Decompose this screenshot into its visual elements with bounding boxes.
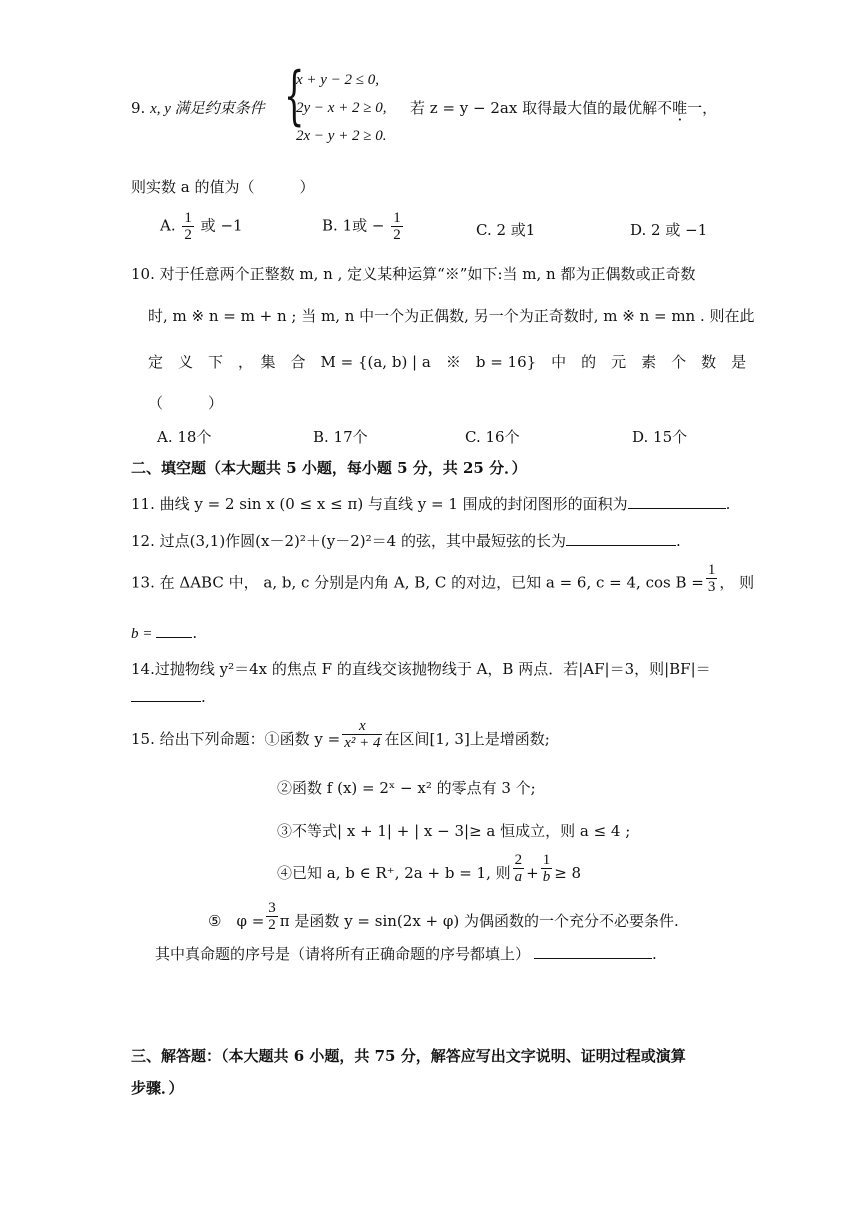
plus-sign: + [526, 864, 539, 882]
q15-line-1 [131, 717, 550, 751]
q12-period: . [675, 532, 681, 550]
fraction: $\frac{1}{2}$ [393, 210, 401, 243]
q9-option-b [322, 210, 405, 243]
q15-ask-text: 其中真命题的序号是（请将所有正确命题的序号都填上） [155, 945, 531, 963]
q10-line-2: 时, m ※ n = m + n ; 当 m, n 中一个为正偶数, 另一个为正奇数时, m ※ n = mn . 则在此 [148, 307, 755, 325]
q13-period: . [192, 624, 198, 642]
q10-option-d: D. 15个 [632, 428, 688, 446]
q9-lead: x, y 满足约束条件 [150, 101, 265, 117]
q10-option-b: B. 17个 [313, 428, 368, 446]
q11-text: 11. 曲线 y = 2 sin x (0 ≤ x ≤ π) 与直线 y = 1 围成的封闭图形的面积为 [131, 495, 628, 513]
q11 [131, 494, 730, 514]
q9-cond-text: 若 z = y − 2ax 取得最大值的最优解 [410, 99, 658, 117]
q9-cond-tail: ， [702, 99, 718, 117]
q9-brace: { [284, 59, 305, 133]
q10-line-1: 10. 对于任意两个正整数 m, n , 定义某种运算“※”如下:当 m, n 都为正偶数或正奇数 [131, 265, 696, 283]
q9-constraint-1: x + y − 2 ≤ 0, [296, 72, 380, 88]
fraction: $\frac{3}{2}$ [268, 899, 276, 933]
answer-blank[interactable] [628, 494, 726, 509]
q15-proposition-4 [277, 851, 582, 885]
answer-blank[interactable] [131, 687, 201, 702]
option-text: 2 或 −1 [651, 221, 708, 239]
q14-period: . [201, 688, 206, 706]
option-text: 2 或1 [496, 221, 536, 239]
q15-lead-post: 在区间[1, 3]上是增函数; [384, 730, 550, 748]
q9-number-lead [131, 98, 265, 119]
q9-option-c [476, 219, 535, 240]
q10-option-a: A. 18个 [157, 428, 212, 446]
fraction: $\frac{x}{\text{x² + 4}}$ [344, 717, 381, 751]
q9-emphasis: 不唯一 [657, 99, 703, 117]
q9-constraint-2: 2y − x + 2 ≥ 0, [296, 100, 387, 116]
q9-constraint-3: 2x − y + 2 ≥ 0. [296, 128, 387, 144]
q9-condition [410, 98, 717, 118]
q10-line-4: （ ） [148, 394, 224, 412]
q11-period: . [725, 495, 731, 513]
q13-text: 13. 在 ΔABC 中， a, b, c 分别是内角 A, B, C 的对边，已知 a = 6, c = 4, cos B = [131, 573, 704, 592]
option-label: D. [630, 221, 647, 239]
section-3-heading-line-2: 步骤．） [131, 1079, 184, 1097]
fraction: $\frac{2}{a}$ [514, 851, 523, 885]
q13-b-label: b = [131, 626, 153, 642]
q15-proposition-3: ③不等式| x + 1| + | x − 3|≥ a 恒成立，则 a ≤ 4 ; [277, 822, 631, 840]
fraction: $\frac{1}{b}$ [542, 851, 551, 885]
q9-option-a [160, 210, 243, 243]
q10-option-c: C. 16个 [465, 428, 520, 446]
answer-blank[interactable] [156, 623, 192, 638]
option-text: 1或 − [342, 216, 385, 235]
q15-p5-post: π 是函数 y = sin(2x + φ) 为偶函数的一个充分不必要条件. [279, 912, 679, 930]
q12 [131, 531, 681, 551]
q15-ask [155, 944, 657, 964]
q10-line-3: 定 义 下 ， 集 合 M = {(a, b) | a ※ b = 16} 中 的 元 素 个 数 是 [148, 353, 747, 371]
q13 [131, 562, 755, 595]
fraction: $\frac{1}{2}$ [184, 210, 192, 243]
q9-option-d [630, 219, 707, 240]
q15-p4-text: ④已知 a, b ∈ R⁺, 2a + b = 1, 则 [277, 864, 511, 882]
answer-blank[interactable] [534, 944, 652, 959]
option-label: B. [322, 216, 338, 235]
option-text: 或 −1 [200, 216, 243, 235]
q15-proposition-5 [208, 899, 679, 933]
q13-line-2 [131, 623, 197, 644]
q14-line-1: 14.过抛物线 y²＝4x 的焦点 F 的直线交该抛物线于 A，B 两点．若|AF|＝3，则|BF|＝ [131, 660, 711, 678]
answer-blank[interactable] [566, 531, 676, 546]
section-3-heading-line-1: 三、解答题：（本大题共 6 小题，共 75 分，解答应写出文字说明、证明过程或演算 [131, 1047, 686, 1065]
q13-tail: ， 则 [719, 573, 755, 592]
option-label: A. [160, 216, 176, 235]
q9-number: 9. [131, 99, 146, 117]
q15-period: . [652, 945, 657, 963]
q15-proposition-2: ②函数 f (x) = 2ˣ − x² 的零点有 3 个; [277, 779, 536, 797]
q14-line-2 [131, 687, 206, 707]
q15-lead: 15. 给出下列命题：①函数 y = [131, 730, 341, 748]
section-2-heading: 二、填空题（本大题共 5 小题，每小题 5 分，共 25 分．） [131, 459, 527, 477]
q12-text: 12. 过点(3,1)作圆(x－2)²＋(y－2)²＝4 的弦，其中最短弦的长为 [131, 532, 566, 550]
fraction: $\frac{1}{3}$ [707, 562, 716, 595]
option-label: C. [476, 221, 492, 239]
q9-question: 则实数 a 的值为（ ） [131, 178, 315, 196]
q15-p4-post: ≥ 8 [554, 864, 582, 882]
q15-p5-text: ⑤ φ = [208, 912, 265, 930]
